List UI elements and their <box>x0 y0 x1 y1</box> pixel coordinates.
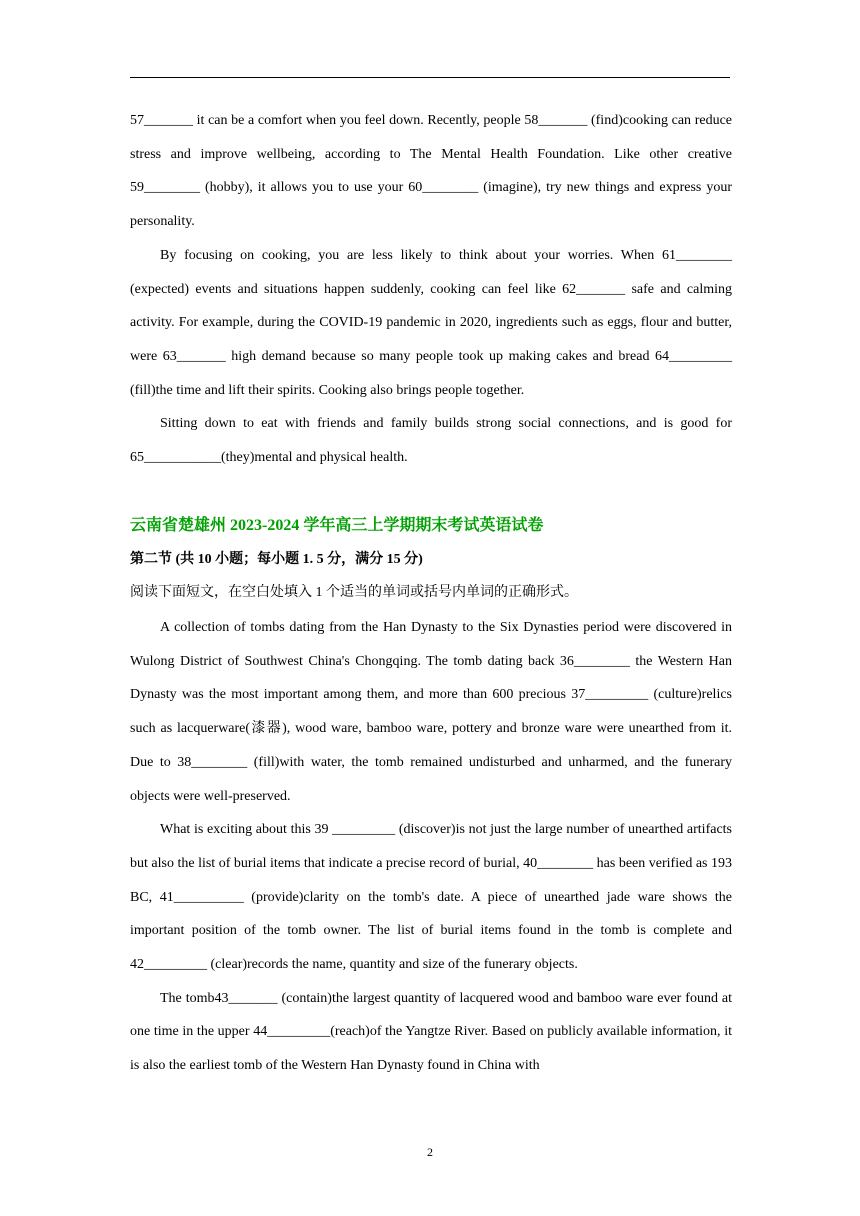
passage-2-paragraph-1: A collection of tombs dating from the Han Dynasty to the Six Dynasties period were discovered in Wulong District of Southwest China's Chongqing. The tomb dating back 36________ the Western Han Dynasty was the most important among them, and more than 600 precious 37_________ (culture)relics such as lacquerware(漆器), wood ware, bamboo ware, pottery and bronze ware were unearthed from it. Due to 38________ (fill)with water, the tomb remained undisturbed and unharmed, and the funerary objects were well-preserved. <box>130 620 732 804</box>
passage-1 <box>130 104 732 475</box>
instruction-text: 阅读下面短文，在空白处填入 1 个适当的单词或括号内单词的正确形式。 <box>130 585 578 600</box>
section-title: 云南省楚雄州 2023-2024 学年高三上学期期末考试英语试卷 <box>130 517 544 534</box>
passage-2 <box>130 611 732 1083</box>
header-rule <box>130 77 730 78</box>
passage-2-paragraph-3: The tomb43_______ (contain)the largest quantity of lacquered wood and bamboo ware ever found at one time in the upper 44_________(reach)of the Yangtze River. Based on publicly available information, it is also the earliest tomb of the Western Han Dynasty found in China with <box>130 990 732 1074</box>
passage-1-paragraph-2: By focusing on cooking, you are less likely to think about your worries. When 61________ (expected) events and situations happen suddenly, cooking can feel like 62_______ safe and calming activity. For example, during the COVID-19 pandemic in 2020, ingredients such as eggs, flour and butter, were 63_______ high demand because so many people took up making cakes and bread 64_________ (fill)the time and lift their spirits. Cooking also brings people together. <box>130 247 732 398</box>
section-heading: 第二节 (共 10 小题；每小题 1. 5 分，满分 15 分) <box>130 552 423 567</box>
page-number: 2 <box>427 1145 433 1159</box>
passage-1-paragraph-1: 57_______ it can be a comfort when you feel down. Recently, people 58_______ (find)cooking can reduce stress and improve wellbeing, according to The Mental Health Foundation. Like other creative 59________ (hobby), it allows you to use your 60________ (imagine), try new things and express your personality. <box>130 113 732 230</box>
passage-1-paragraph-3: Sitting down to eat with friends and family builds strong social connections, and is good for 65___________(they)mental and physical health. <box>130 416 732 466</box>
passage-2-paragraph-2: What is exciting about this 39 _________ (discover)is not just the large number of unearthed artifacts but also the list of burial items that indicate a precise record of burial, 40________ has been verified as 193 BC, 41__________ (provide)clarity on the tomb's date. A piece of unearthed jade ware shows the important position of the tomb owner. The list of burial items found in the tomb is complete and 42_________ (clear)records the name, quantity and size of the funerary objects. <box>130 822 732 973</box>
